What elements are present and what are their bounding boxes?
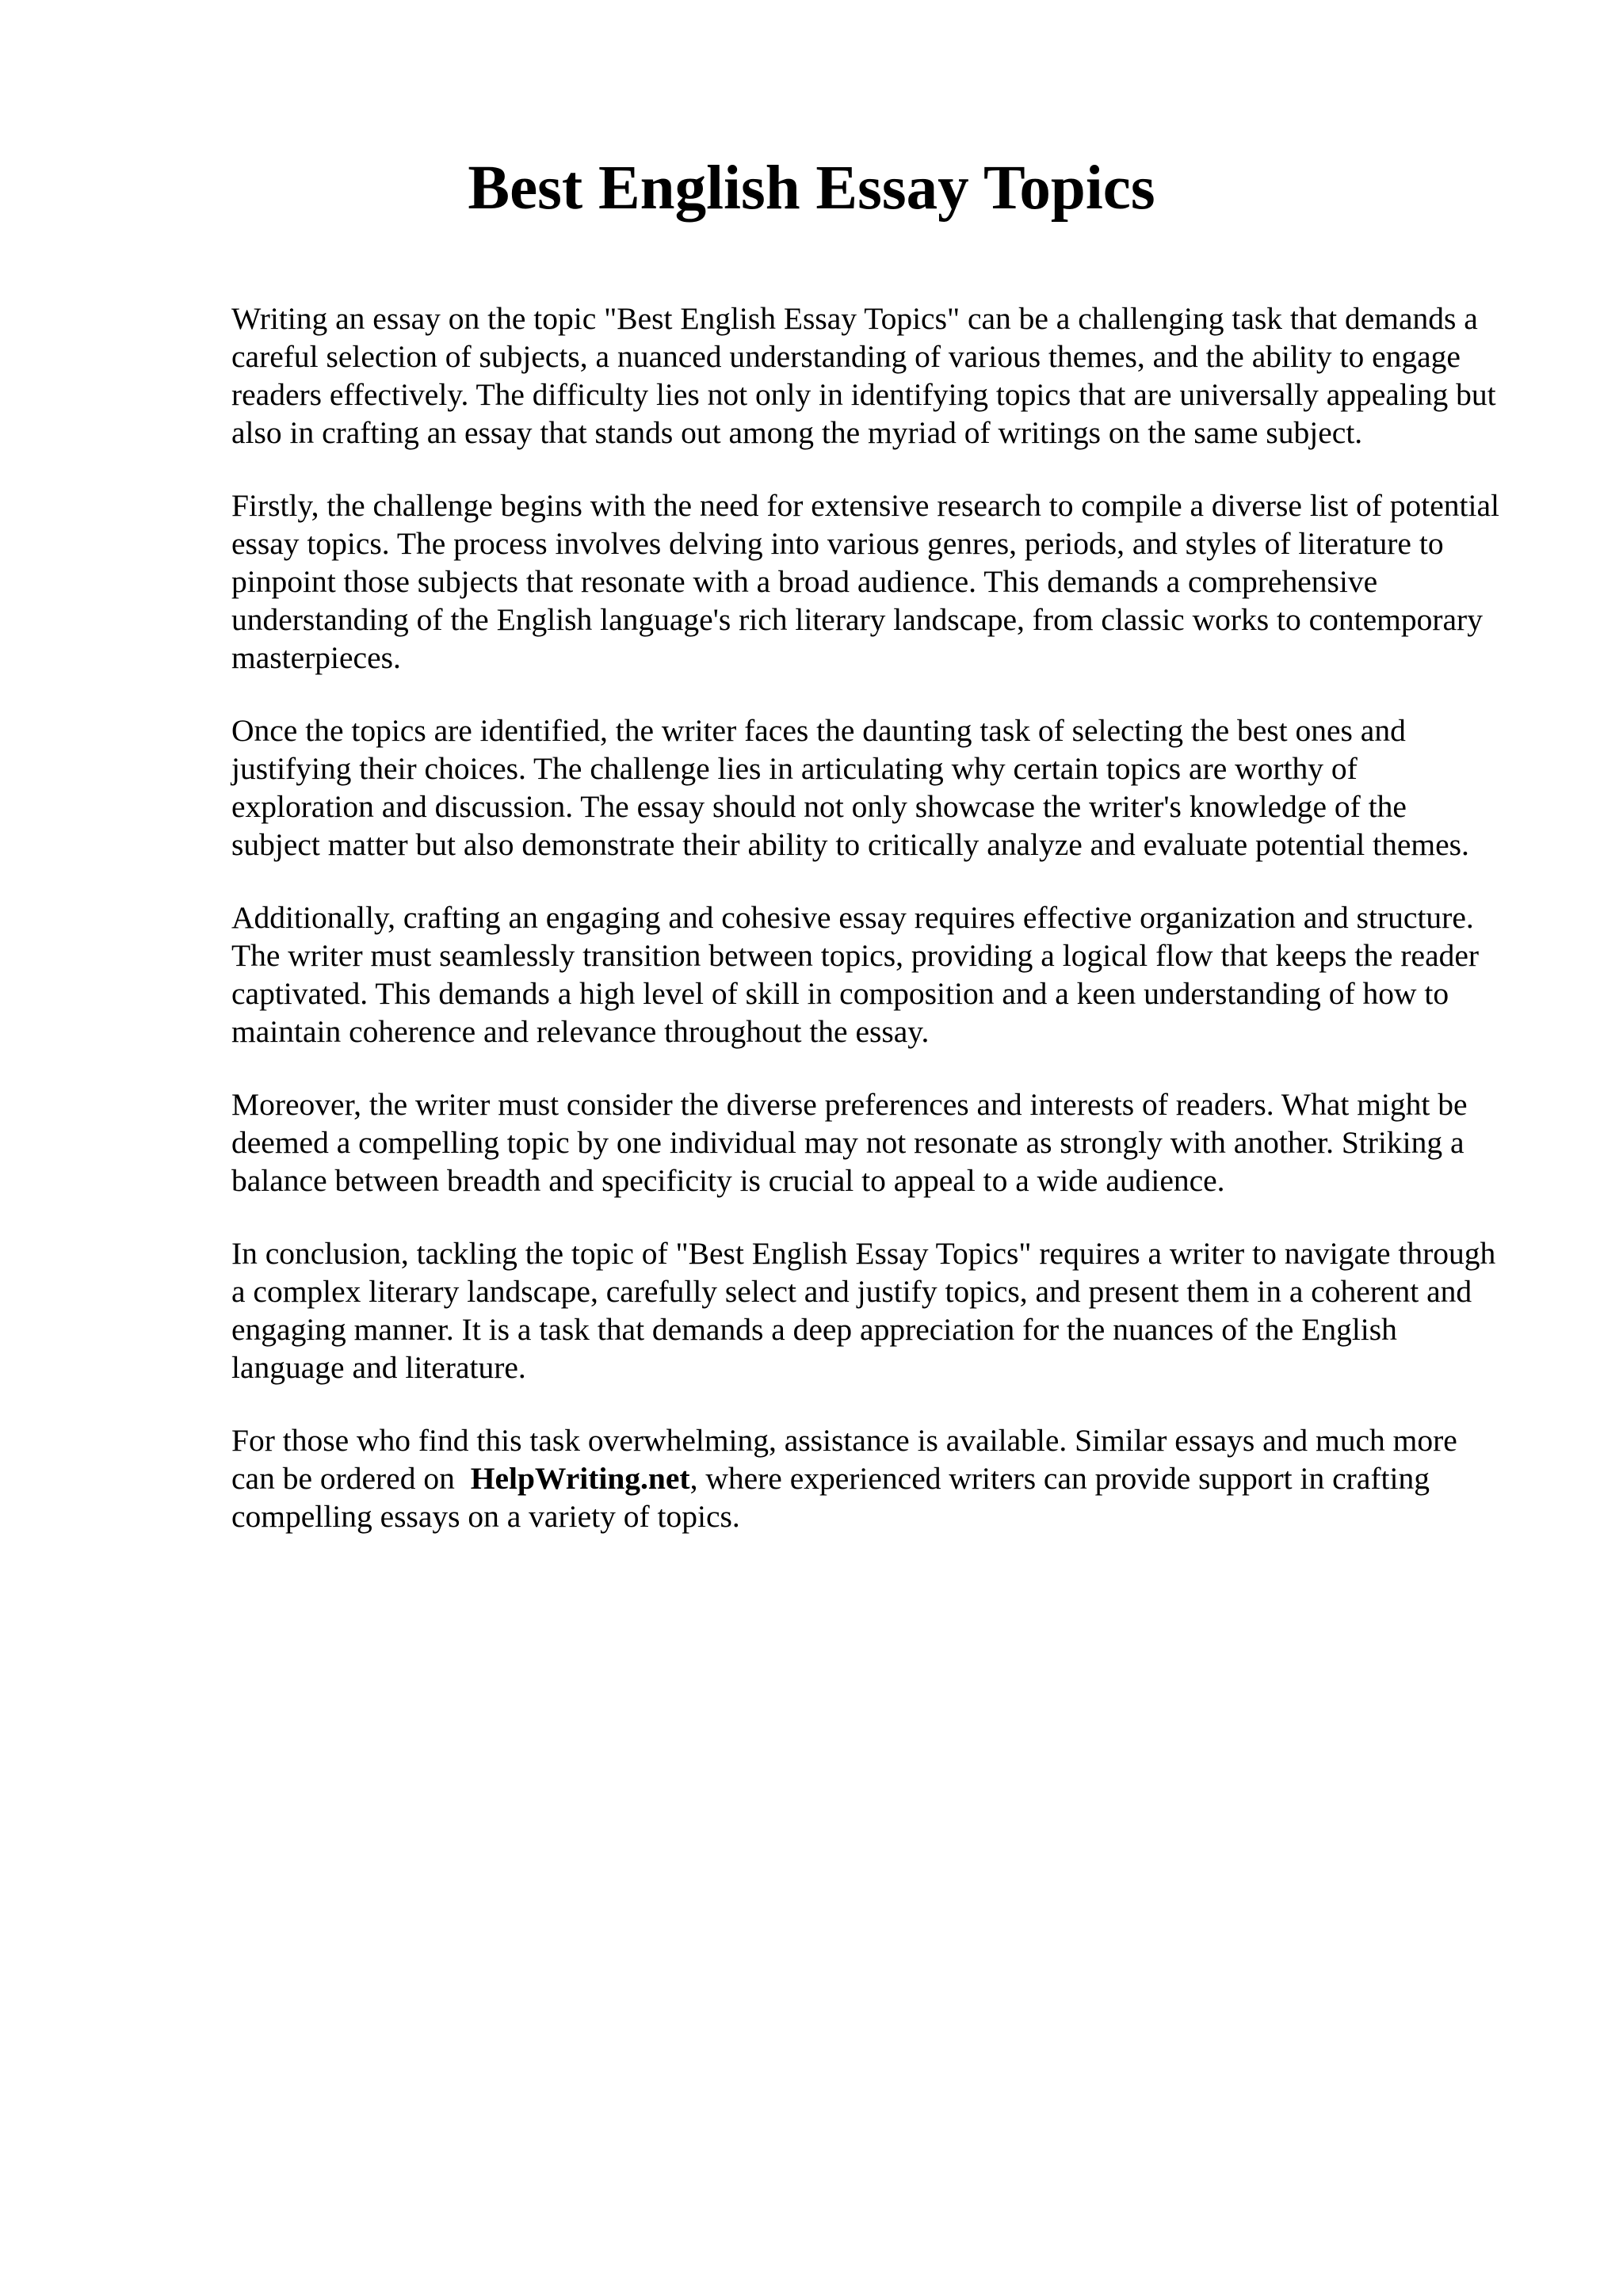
paragraph-1: Writing an essay on the topic "Best English Essay Topics" can be a challenging task that demands a careful selection of subjects, a nuanced understanding of various themes, and the ability to engage readers effectively. The difficulty lies not only in identifying topics that are universally appealing but also in crafting an essay that stands out among the myriad of writings on the same subject. [231,301,1496,450]
essay-body [231,299,1499,1570]
helpwriting-brand-text: HelpWriting.net [470,1461,690,1496]
closing-paragraph [231,1421,1499,1535]
paragraph-5: Moreover, the writer must consider the diverse preferences and interests of readers. What might be deemed a compelling topic by one individual may not resonate as strongly with another. Striking a balance between breadth and specificity is crucial to appeal to a wide audience. [231,1087,1468,1198]
closing-text-before: For those who find this task overwhelming, assistance is available. Similar essays and much more can be ordered on [231,1423,1457,1496]
paragraph-3: Once the topics are identified, the writer faces the daunting task of selecting the best ones and justifying their choices. The challenge lies in articulating why certain topics are worthy of exploration and discussion. The essay should not only showcase the writer's knowledge of the subject matter but also demonstrate their ability to critically analyze and evaluate potential themes. [231,713,1469,862]
paragraph-4: Additionally, crafting an engaging and cohesive essay requires effective organization and structure. The writer must seamlessly transition between topics, providing a logical flow that keeps the reader captivated. This demands a high level of skill in composition and a keen understanding of how to maintain coherence and relevance throughout the essay. [231,900,1480,1049]
closing-text-after: , where experienced writers can provide support in crafting compelling essays on a variety of topics. [231,1461,1430,1534]
paragraph-6: In conclusion, tackling the topic of "Best English Essay Topics" requires a writer to navigate through a complex literary landscape, carefully select and justify topics, and present them in a coherent and engaging manner. It is a task that demands a deep appreciation for the nuances of the English language and literature. [231,1236,1496,1385]
paragraph-2: Firstly, the challenge begins with the need for extensive research to compile a diverse list of potential essay topics. The process involves delving into various genres, periods, and styles of literature to pinpoint those subjects that resonate with a broad audience. This demands a comprehensive understanding of the English language's rich literary landscape, from classic works to contemporary masterpieces. [231,488,1499,675]
page-title: Best English Essay Topics [468,154,1155,223]
